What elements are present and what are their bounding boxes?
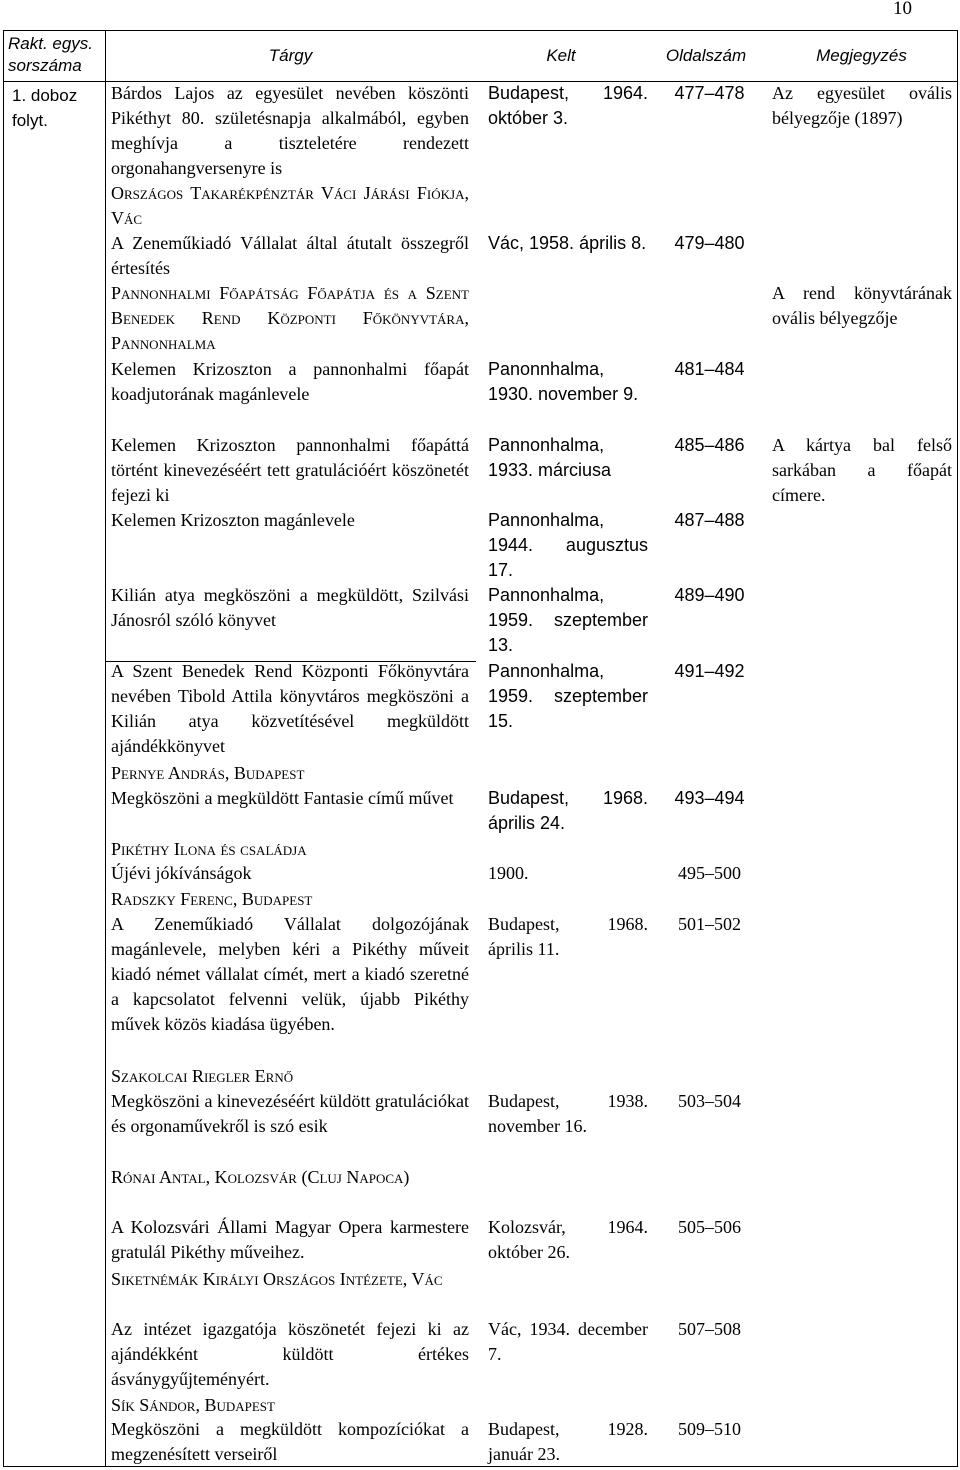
row-10-heading: Szakolcai Riegler Ernő bbox=[111, 1066, 294, 1086]
row-2-date: Panonnhalma, 1930. november 9. bbox=[488, 359, 639, 404]
header-number-line2: sorszáma bbox=[8, 56, 82, 75]
row-1-heading: Országos Takarékpénztár Váci Járási Fiókja, Vác bbox=[111, 183, 469, 228]
row-1-date: Vác, 1958. április 8. bbox=[488, 233, 647, 253]
row-10-date: Budapest, 1938. november 16. bbox=[488, 1091, 648, 1136]
row-3-subject: Kelemen Krizoszton pannonhalmi főapáttá történt kinevezéséért tett gratulációért köszönetét fejezi ki bbox=[111, 435, 469, 505]
row-3-pages: 485–486 bbox=[674, 435, 745, 455]
row-3-note: A kártya bal felső sarkában a főapát címere. bbox=[772, 435, 952, 505]
row-4-pages: 487–488 bbox=[674, 510, 745, 530]
row-8-subject: Újévi jókívánságok bbox=[111, 863, 252, 883]
header-pages: Oldalszám bbox=[665, 46, 747, 65]
row-12-date: Vác, 1934. december 7. bbox=[488, 1319, 648, 1364]
row-0-note: Az egyesület ovális bélyegzője (1897) bbox=[772, 83, 952, 128]
row-6-pages: 491–492 bbox=[674, 661, 745, 681]
row-7-date: Budapest, 1968. április 24. bbox=[488, 788, 648, 833]
row-6-subject: A Szent Benedek Rend Központi Főkönyvtára nevében Tibold Attila könyvtáros megköszöni a Kilián atya közvetítésével megküldött ajándékkönyvet bbox=[111, 661, 469, 756]
row-4-subject: Kelemen Krizoszton magánlevele bbox=[111, 510, 355, 530]
row-1-pages: 479–480 bbox=[674, 233, 745, 253]
row-2-subject: Kelemen Krizoszton a pannonhalmi főapát koadjutorának magánlevele bbox=[111, 359, 469, 404]
row-5-date: Pannonhalma, 1959. szeptember 13. bbox=[488, 585, 648, 655]
header-note: Megjegyzés bbox=[816, 46, 907, 65]
row-13-subject: Megköszöni a megküldött kompozíciókat a megzenésített verseiről bbox=[111, 1419, 469, 1464]
row-2-pages: 481–484 bbox=[674, 359, 745, 379]
page-number: 10 bbox=[893, 0, 912, 19]
row-2-heading: Pannonhalmi Főapátság Főapátja és a Szent Benedek Rend Központi Főkönyvtára, Pannonhalma bbox=[111, 283, 469, 353]
catalog-table bbox=[3, 30, 958, 1467]
row-12-subject: Az intézet igazgatója köszönetét fejezi ki az ajándékként küldött értékes ásványgyűjteményért. bbox=[111, 1319, 469, 1389]
column-divider bbox=[105, 31, 106, 1466]
row-10-subject: Megköszöni a kinevezéséért küldött gratulációkat és orgonaművekről is szó esik bbox=[111, 1091, 469, 1136]
header-number-line1: Rakt. egys. bbox=[8, 34, 94, 53]
row-10-pages: 503–504 bbox=[678, 1091, 741, 1111]
row-0-pages: 477–478 bbox=[674, 83, 745, 103]
row-11-subject: A Kolozsvári Állami Magyar Opera karmestere gratulál Pikéthy műveihez. bbox=[111, 1217, 469, 1262]
row-9-heading: Radszky Ferenc, Budapest bbox=[111, 889, 313, 909]
row-9-subject: A Zeneműkiadó Vállalat dolgozójának magánlevele, melyben kéri a Pikéthy műveit kiadó német vállalat címét, mert a kiadó szeretné a kapcsolatot felvenni velük, újabb Pikéthy művek közös kiadása ügyében. bbox=[111, 914, 469, 1034]
row-9-date: Budapest, 1968. április 11. bbox=[488, 914, 648, 959]
row-12-pages: 507–508 bbox=[678, 1319, 741, 1339]
row-7-heading: Pernye András, Budapest bbox=[111, 763, 305, 783]
row-4-date: Pannonhalma, 1944. augusztus 17. bbox=[488, 510, 648, 580]
row-13-heading: Sík Sándor, Budapest bbox=[111, 1395, 275, 1415]
row-0-date: Budapest, 1964. október 3. bbox=[488, 83, 648, 128]
header-date: Kelt bbox=[546, 46, 576, 65]
row-5-pages: 489–490 bbox=[674, 585, 745, 605]
row-8-date: 1900. bbox=[488, 863, 529, 883]
row-6-date: Pannonhalma, 1959. szeptember 15. bbox=[488, 661, 648, 731]
row-3-date: Pannonhalma, 1933. márciusa bbox=[488, 435, 612, 480]
row-0-subject: Bárdos Lajos az egyesület nevében köszönti Pikéthyt 80. születésnapja alkalmából, egyben meghívja a tiszteletére rendezett orgonahangversenyre is bbox=[111, 83, 469, 178]
row-9-pages: 501–502 bbox=[678, 914, 741, 934]
row-11-heading: Rónai Antal, Kolozsvár (Cluj Napoca) bbox=[111, 1167, 410, 1187]
row-13-date: Budapest, 1928. január 23. bbox=[488, 1419, 648, 1464]
row-8-pages: 495–500 bbox=[678, 863, 741, 883]
row-11-date: Kolozsvár, 1964. október 26. bbox=[488, 1217, 648, 1262]
box-number-line1: 1. doboz bbox=[12, 86, 78, 105]
row-7-subject: Megköszöni a megküldött Fantasie című művet bbox=[111, 788, 454, 808]
row-11-pages: 505–506 bbox=[678, 1217, 741, 1237]
row-7-pages: 493–494 bbox=[674, 788, 745, 808]
row-13-pages: 509–510 bbox=[678, 1419, 741, 1439]
row-1-subject: A Zeneműkiadó Vállalat által átutalt összegről értesítés bbox=[111, 233, 469, 278]
row-8-heading: Pikéthy Ilona és családja bbox=[111, 839, 307, 859]
header-number bbox=[4, 31, 105, 81]
row-12-heading: Siketnémák Királyi Országos Intézete, Vác bbox=[111, 1269, 443, 1289]
row-5-subject: Kilián atya megköszöni a megküldött, Szilvási Jánosról szóló könyvet bbox=[111, 585, 469, 630]
box-number bbox=[12, 83, 104, 133]
header-subject: Tárgy bbox=[268, 46, 313, 65]
box-number-line2: folyt. bbox=[12, 111, 48, 130]
row-2-note: A rend könyvtárának ovális bélyegzője bbox=[772, 283, 952, 328]
